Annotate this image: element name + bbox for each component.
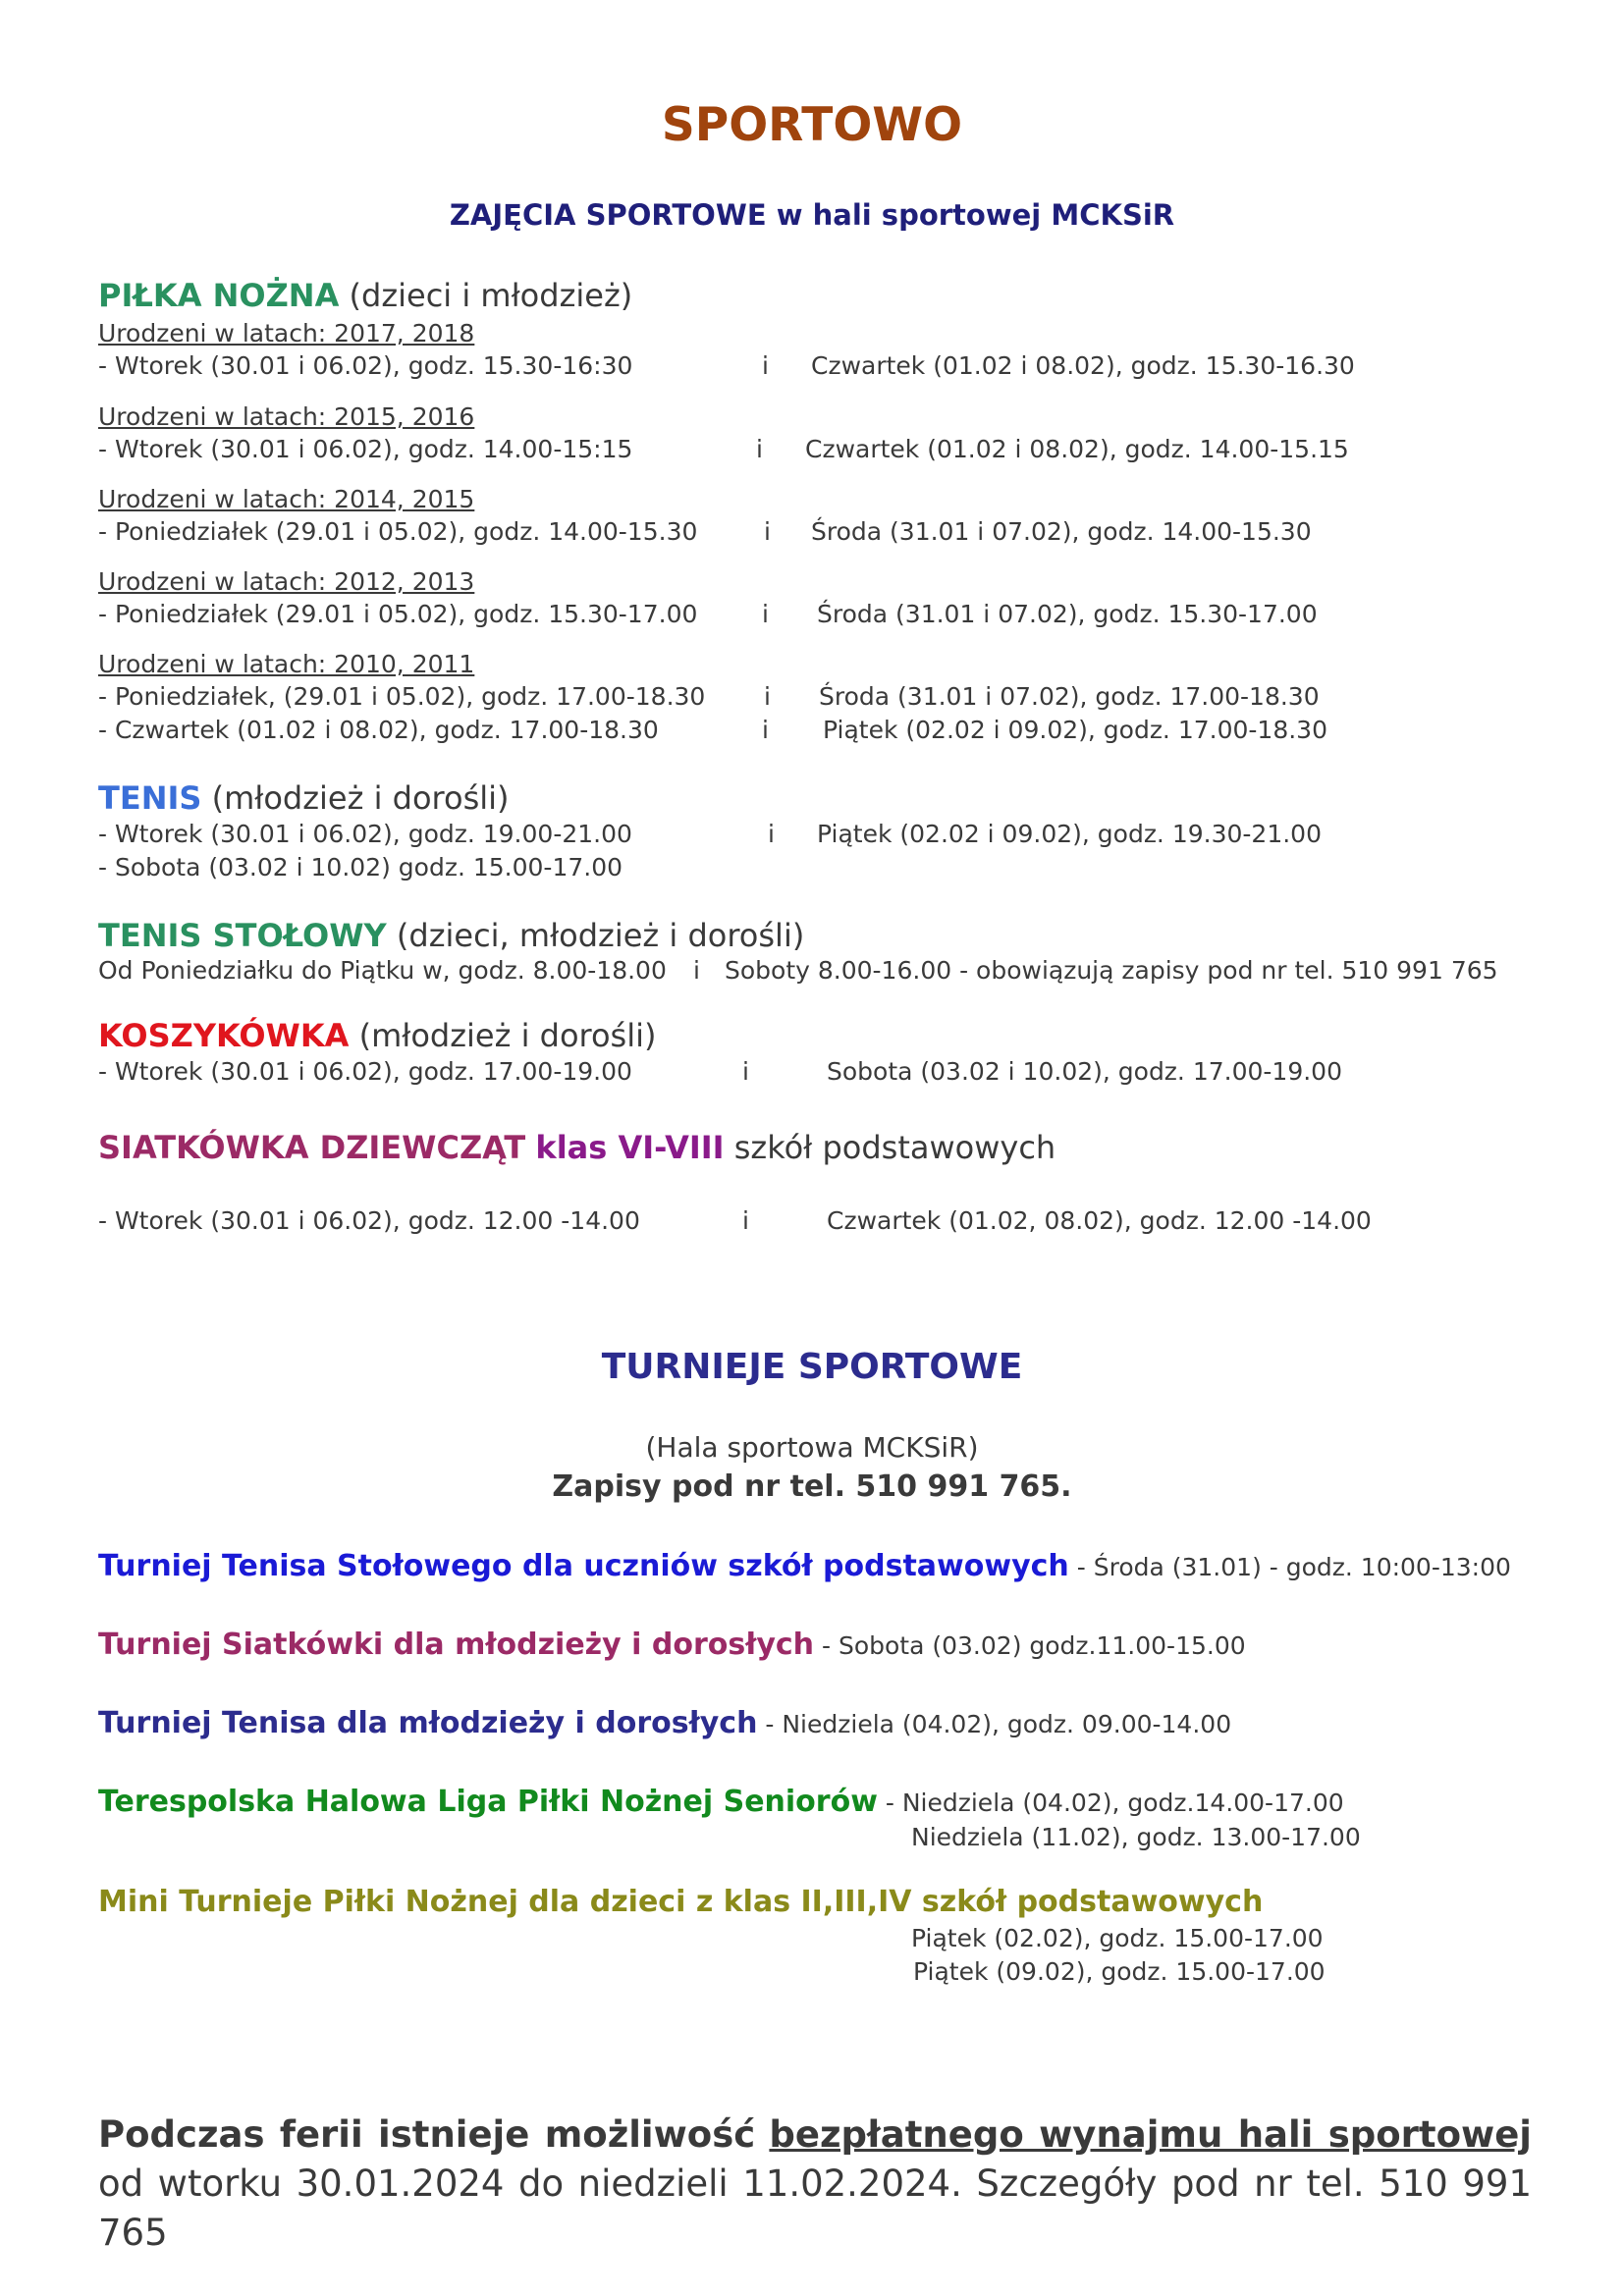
schedule-sep: i <box>693 956 700 985</box>
schedule-left: - Poniedziałek (29.01 i 05.02), godz. 14.00-15.30 <box>98 517 698 546</box>
section-tenis-stolowy-desc: (dzieci, młodzież i dorośli) <box>396 917 805 954</box>
section-pilka-name: PIŁKA NOŻNA <box>98 277 340 314</box>
section-koszykowka-name: KOSZYKÓWKA <box>98 1017 350 1054</box>
group-label: Urodzeni w latach: 2012, 2013 <box>98 567 475 596</box>
schedule-left: - Wtorek (30.01 i 06.02), godz. 12.00 -14.00 <box>98 1206 640 1235</box>
tournaments-heading: TURNIEJE SPORTOWE <box>601 1347 1023 1387</box>
schedule-sep: i <box>762 716 769 744</box>
schedule-left: - Wtorek (30.01 i 06.02), godz. 15.30-16:30 <box>98 351 633 380</box>
tournament-item <box>98 1549 1511 1583</box>
schedule-right: Sobota (03.02 i 10.02), godz. 17.00-19.00 <box>827 1057 1342 1086</box>
group-label: Urodzeni w latach: 2015, 2016 <box>98 402 475 431</box>
schedule-right: Czwartek (01.02 i 08.02), godz. 14.00-15.15 <box>805 435 1349 463</box>
schedule-right: Soboty 8.00-16.00 - obowiązują zapisy pod nr tel. 510 991 765 <box>725 956 1498 985</box>
schedule-sep: i <box>764 682 771 711</box>
schedule-left: Od Poniedziałku do Piątku w, godz. 8.00-18.00 <box>98 956 667 985</box>
footer-rest: od wtorku 30.01.2024 do niedzieli 11.02.2024. Szczegóły pod nr tel. 510 991 765 <box>98 2163 1532 2254</box>
schedule-right: Środa (31.01 i 07.02), godz. 14.00-15.30 <box>811 517 1312 546</box>
schedule-left: - Poniedziałek, (29.01 i 05.02), godz. 17.00-18.30 <box>98 682 706 711</box>
section-siatkowka-klas: klas VI-VIII <box>535 1129 725 1166</box>
schedule-sep: i <box>742 1057 749 1086</box>
schedule-right: Piątek (02.02 i 09.02), godz. 17.00-18.30 <box>823 716 1327 744</box>
footer-note <box>98 2110 1532 2258</box>
section-tenis-name: TENIS <box>98 779 202 817</box>
tournament-name: Mini Turnieje Piłki Nożnej dla dzieci z klas II,III,IV szkół podstawowych <box>98 1885 1264 1919</box>
section-tenis-desc: (młodzież i dorośli) <box>211 779 510 817</box>
section-tenis-stolowy-name: TENIS STOŁOWY <box>98 917 387 954</box>
schedule-right: Środa (31.01 i 07.02), godz. 17.00-18.30 <box>819 682 1320 711</box>
section-koszykowka-desc: (młodzież i dorośli) <box>358 1017 657 1054</box>
schedule-sep: i <box>764 517 771 546</box>
tournament-detail: - Sobota (03.02) godz.11.00-15.00 <box>822 1631 1246 1660</box>
tournament-detail: - Środa (31.01) - godz. 10:00-13:00 <box>1076 1553 1511 1581</box>
tournament-detail: Niedziela (11.02), godz. 13.00-17.00 <box>911 1823 1361 1851</box>
tournament-detail: - Niedziela (04.02), godz.14.00-17.00 <box>885 1789 1344 1817</box>
footer-bold: Podczas ferii istnieje możliwość <box>98 2113 756 2156</box>
group-label: Urodzeni w latach: 2017, 2018 <box>98 319 475 347</box>
tournament-name: Turniej Siatkówki dla młodzieży i dorosłych <box>98 1628 815 1662</box>
tournament-name: Terespolska Halowa Liga Piłki Nożnej Seniorów <box>98 1785 878 1819</box>
section-koszykowka-heading <box>98 1017 656 1054</box>
section-tenis-heading <box>98 779 510 817</box>
schedule-right: Czwartek (01.02 i 08.02), godz. 15.30-16.30 <box>811 351 1355 380</box>
section-tenis-stolowy-heading <box>98 917 804 954</box>
tournament-detail: Piątek (02.02), godz. 15.00-17.00 <box>911 1924 1324 1952</box>
page-title: SPORTOWO <box>661 98 963 152</box>
tournaments-location: (Hala sportowa MCKSiR) <box>645 1431 979 1464</box>
page-subtitle: ZAJĘCIA SPORTOWE w hali sportowej MCKSiR <box>449 198 1175 232</box>
section-siatkowka-heading <box>98 1129 1056 1166</box>
schedule-line: - Sobota (03.02 i 10.02) godz. 15.00-17.00 <box>98 853 623 881</box>
schedule-sep: i <box>742 1206 749 1235</box>
schedule-left: - Wtorek (30.01 i 06.02), godz. 14.00-15:15 <box>98 435 633 463</box>
schedule-sep: i <box>756 435 763 463</box>
tournament-item <box>98 1628 1246 1662</box>
schedule-right: Piątek (02.02 i 09.02), godz. 19.30-21.00 <box>817 820 1322 848</box>
tournament-item <box>98 1785 1344 1819</box>
group-label: Urodzeni w latach: 2014, 2015 <box>98 485 475 513</box>
tournament-name: Turniej Tenisa dla młodzieży i dorosłych <box>98 1706 758 1740</box>
section-siatkowka-name: SIATKÓWKA DZIEWCZĄT <box>98 1129 526 1166</box>
section-siatkowka-desc: szkół podstawowych <box>733 1129 1056 1166</box>
schedule-left: - Poniedziałek (29.01 i 05.02), godz. 15.30-17.00 <box>98 600 698 628</box>
schedule-left: - Czwartek (01.02 i 08.02), godz. 17.00-18.30 <box>98 716 659 744</box>
schedule-sep: i <box>768 820 775 848</box>
section-pilka-heading <box>98 277 632 314</box>
schedule-sep: i <box>762 351 769 380</box>
tournament-name: Turniej Tenisa Stołowego dla uczniów szkół podstawowych <box>98 1549 1069 1583</box>
tournaments-signup: Zapisy pod nr tel. 510 991 765. <box>552 1469 1072 1504</box>
schedule-left: - Wtorek (30.01 i 06.02), godz. 17.00-19.00 <box>98 1057 632 1086</box>
group-label: Urodzeni w latach: 2010, 2011 <box>98 650 475 678</box>
schedule-right: Czwartek (01.02, 08.02), godz. 12.00 -14.00 <box>827 1206 1372 1235</box>
schedule-left: - Wtorek (30.01 i 06.02), godz. 19.00-21.00 <box>98 820 632 848</box>
tournament-detail: Piątek (09.02), godz. 15.00-17.00 <box>913 1957 1326 1986</box>
section-pilka-desc: (dzieci i młodzież) <box>349 277 633 314</box>
tournament-detail: - Niedziela (04.02), godz. 09.00-14.00 <box>765 1710 1232 1738</box>
schedule-right: Środa (31.01 i 07.02), godz. 15.30-17.00 <box>817 600 1318 628</box>
tournament-item <box>98 1706 1231 1740</box>
tournament-item <box>98 1885 1263 1919</box>
schedule-sep: i <box>762 600 769 628</box>
footer-underlined: bezpłatnego wynajmu hali sportowej <box>769 2113 1532 2156</box>
